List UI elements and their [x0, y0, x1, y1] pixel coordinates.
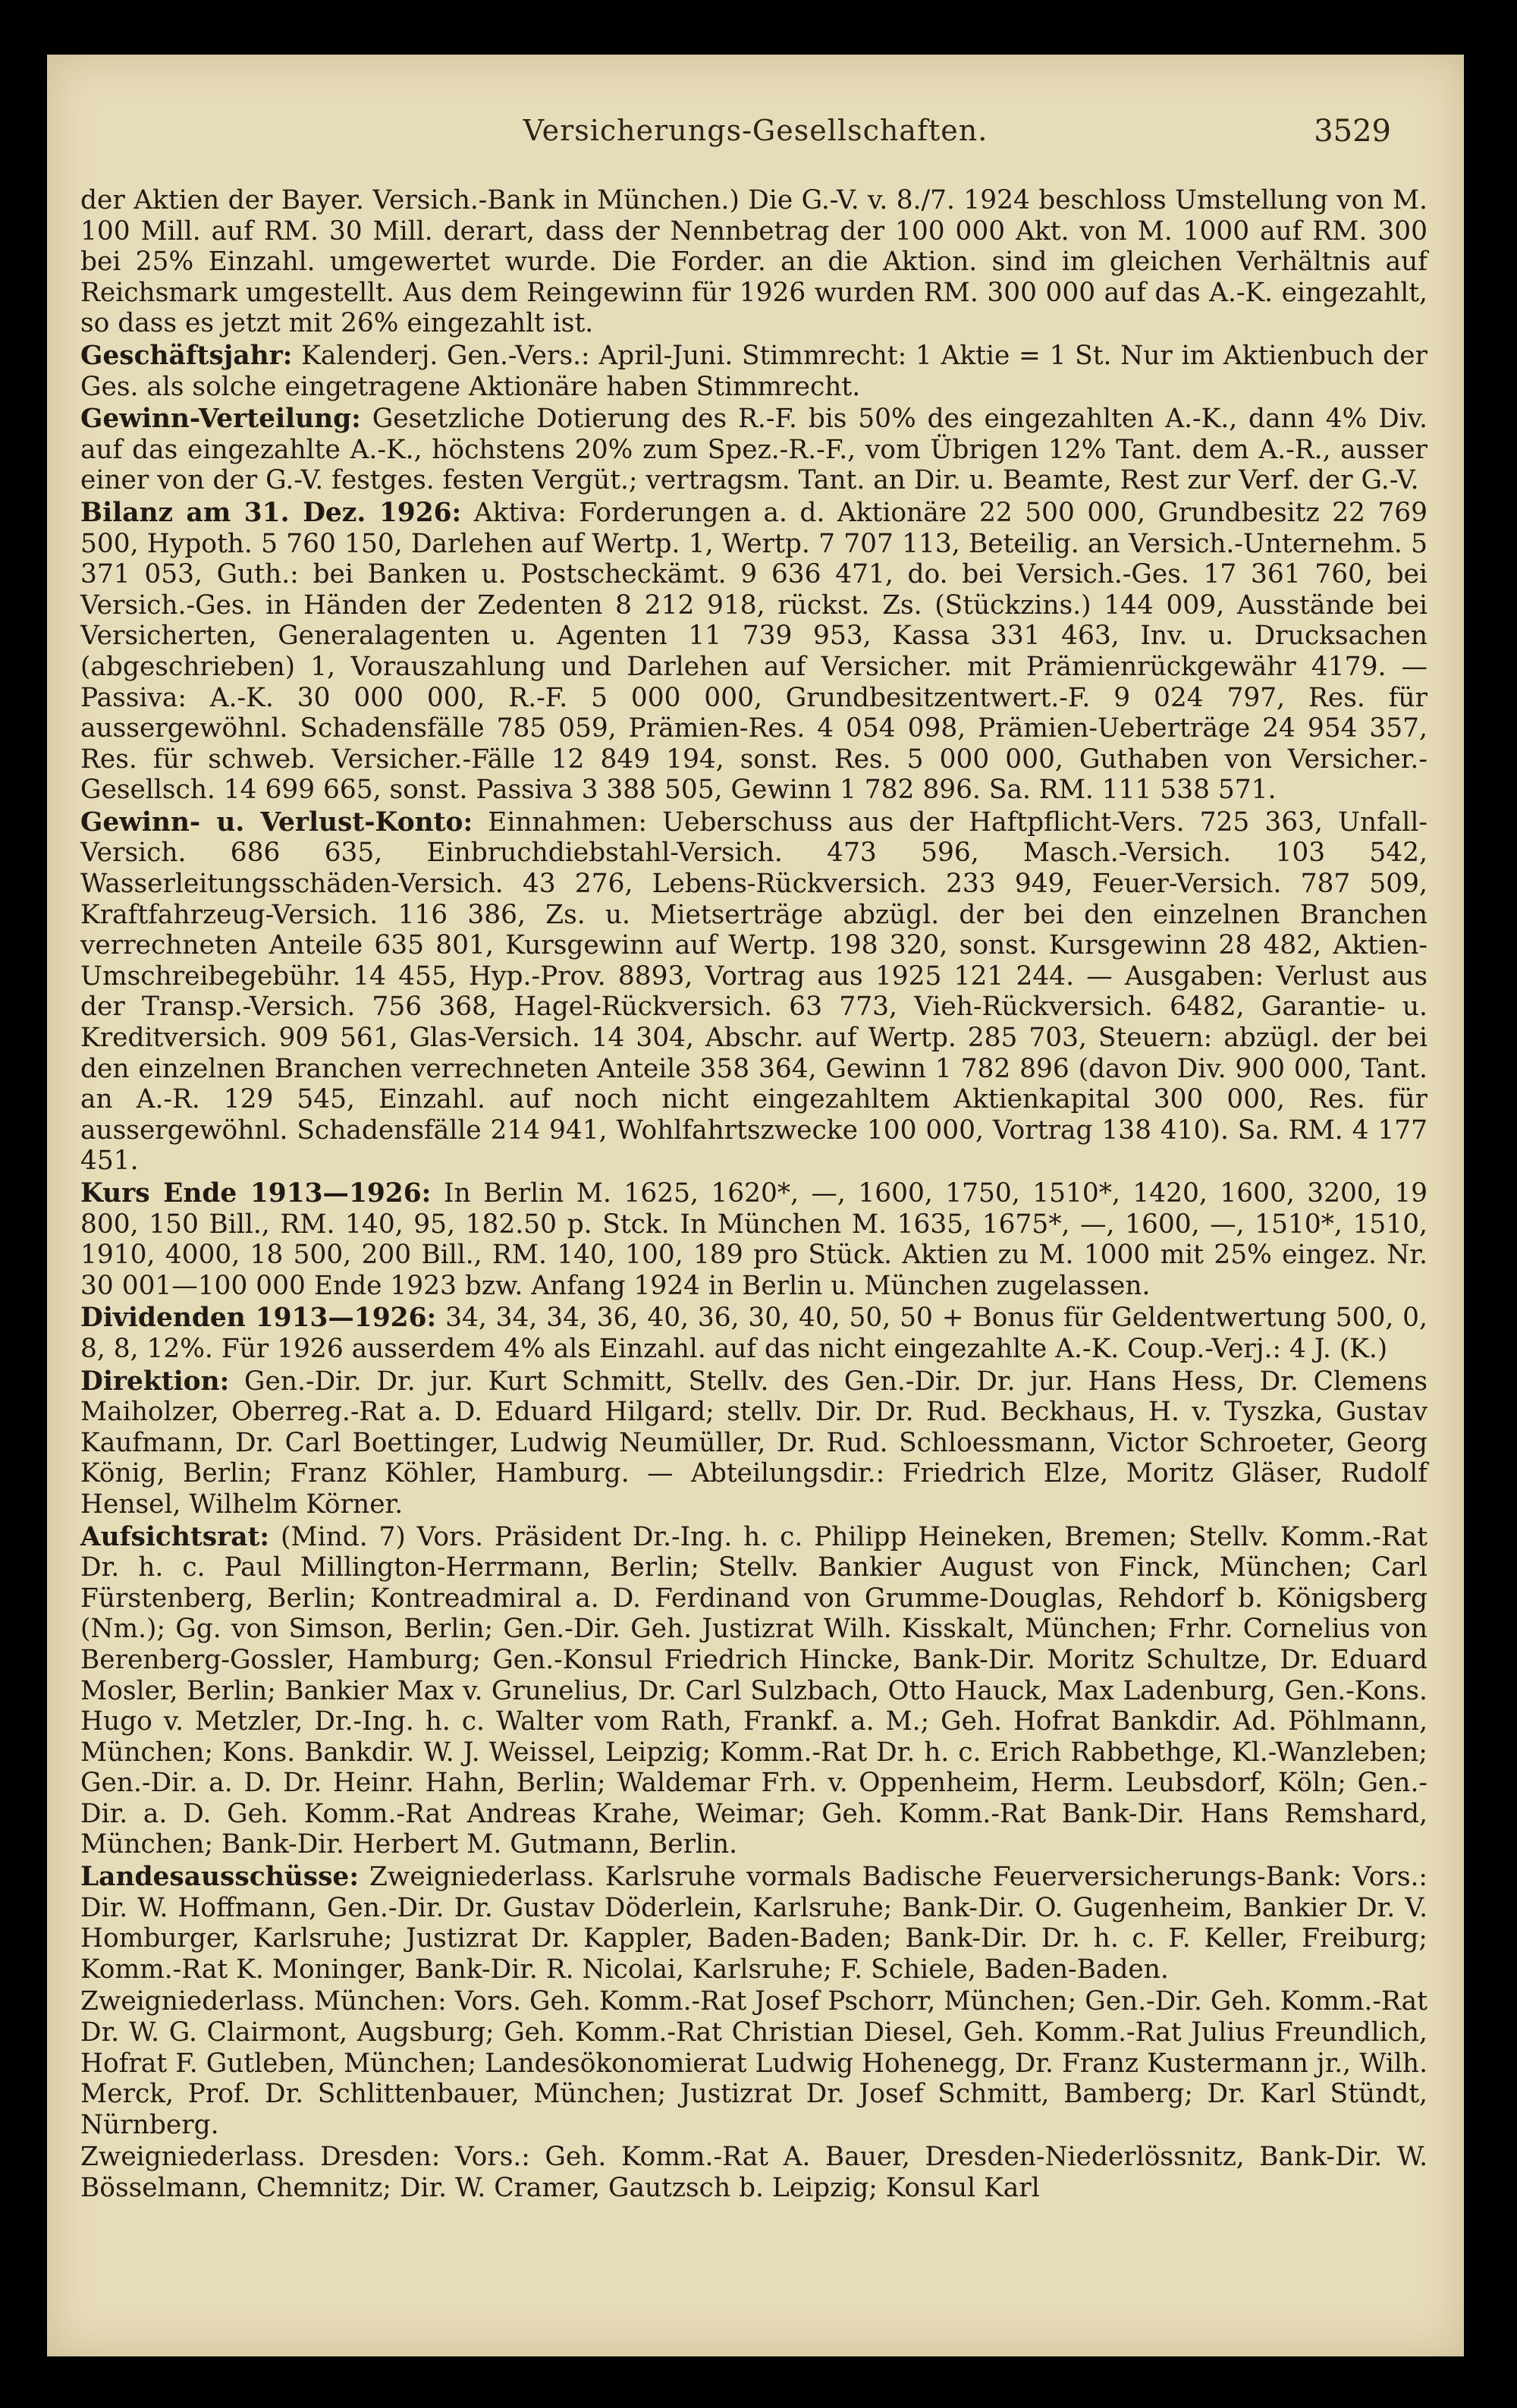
paragraph-share-prices: Kurs Ende 1913—1926: In Berlin M. 1625, 1620*, —, 1600, 1750, 1510*, 1420, 1600, 3200, 19 800, 150 Bill., RM. 140, 95, 182.50 p. Stck. In München M. 1635, 1675*, —, 1600, —, 1510*, 1510, 1910, 4000, 18 500, 200 Bill., RM. 140, 100, 189 pro Stück. Aktien zu M. 1000 mit 25% eingez. Nr. 30 001—100 000 Ende 1923 bzw. Anfang 1924 in Berlin u. München zugelassen. — [80, 1178, 1427, 1301]
paragraph-share-conversion: der Aktien der Bayer. Versich.-Bank in München.) Die G.-V. v. 8./7. 1924 beschloss Umstellung von M. 100 Mill. auf RM. 30 Mill. derart, dass der Nennbetrag der 100 000 Akt. von M. 1000 auf RM. 300 bei 25% Einzahl. umgewertet wurde. Die Forder. an die Aktion. sind im gleichen Verhältnis auf Reichsmark umgestellt. Aus dem Reingewinn für 1926 wurden RM. 300 000 auf das A.-K. eingezahlt, so dass es jetzt mit 26% eingezahlt ist. — [80, 185, 1427, 339]
document-page — [47, 55, 1464, 2356]
page-number: 3529 — [1314, 114, 1391, 149]
paragraph-regional-committee-dresden: Zweigniederlass. Dresden: Vors.: Geh. Komm.-Rat A. Bauer, Dresden-Niederlössnitz, Bank-Dir. W. Bösselmann, Chemnitz; Dir. W. Cramer, Gautzsch b. Leipzig; Konsul Karl — [80, 2142, 1427, 2203]
paragraph-regional-committee-muenchen: Zweigniederlass. München: Vors. Geh. Komm.-Rat Josef Pschorr, München; Gen.-Dir. Geh. Komm.-Rat Dr. W. G. Clairmont, Augsburg; Geh. Komm.-Rat Christian Diesel, Geh. Komm.-Rat Julius Freundlich, Hofrat F. Gutleben, München; Landesökonomierat Ludwig Hohenegg, Dr. Franz Kustermann jr., Wilh. Merck, Prof. Dr. Schlittenbauer, München; Justizrat Dr. Josef Schmitt, Bamberg; Dr. Karl Stündt, Nürnberg. — [80, 1986, 1427, 2140]
running-header — [47, 114, 1464, 159]
paragraph-regional-committee-karlsruhe: Landesausschüsse: Zweigniederlass. Karlsruhe vormals Badische Feuerversicherungs-Bank: Vors.: Dir. W. Hoffmann, Gen.-Dir. Dr. Gustav Döderlein, Karlsruhe; Bank-Dir. O. Gugenheim, Bankier Dr. V. Homburger, Karlsruhe; Justizrat Dr. Kappler, Baden-Baden; Bank-Dir. Dr. h. c. F. Keller, Freiburg; Komm.-Rat K. Moninger, Bank-Dir. R. Nicolai, Karlsruhe; F. Schiele, Baden-Baden. — [80, 1862, 1427, 1985]
paragraph-profit-distribution: Gewinn-Verteilung: Gesetzliche Dotierung des R.-F. bis 50% des eingezahlten A.-K., dann 4% Div. auf das eingezahlte A.-K., höchstens 20% zum Spez.-R.-F., vom Übrigen 12% Tant. dem A.-R., ausser einer von der G.-V. festges. festen Vergüt.; vertragsm. Tant. an Dir. u. Beamte, Rest zur Verf. der G.-V. — [80, 404, 1427, 496]
running-title: Versicherungs-Gesellschaften. — [523, 114, 988, 147]
paragraph-supervisory-board: Aufsichtsrat: (Mind. 7) Vors. Präsident Dr.-Ing. h. c. Philipp Heineken, Bremen; Stellv. Komm.-Rat Dr. h. c. Paul Millington-Herrmann, Berlin; Stellv. Bankier August von Finck, München; Carl Fürstenberg, Berlin; Kontreadmiral a. D. Ferdinand von Grumme-Douglas, Rehdorf b. Königsberg (Nm.); Gg. von Simson, Berlin; Gen.-Dir. Geh. Justizrat Wilh. Kisskalt, München; Frhr. Cornelius von Berenberg-Gossler, Hamburg; Gen.-Konsul Friedrich Hincke, Bank-Dir. Moritz Schultze, Dr. Eduard Mosler, Berlin; Bankier Max v. Grunelius, Dr. Carl Sulzbach, Otto Hauck, Max Ladenburg, Gen.-Kons. Hugo v. Metzler, Dr.-Ing. h. c. Walter vom Rath, Frankf. a. M.; Geh. Hofrat Bankdir. Ad. Pöhlmann, München; Kons. Bankdir. W. J. Weissel, Leipzig; Komm.-Rat Dr. h. c. Erich Rabbethge, Kl.-Wanzleben; Gen.-Dir. a. D. Dr. Heinr. Hahn, Berlin; Waldemar Frh. v. Oppenheim, Herm. Leubsdorf, Köln; Gen.-Dir. a. D. Geh. Komm.-Rat Andreas Krahe, Weimar; Geh. Komm.-Rat Bank-Dir. Hans Remshard, München; Bank-Dir. Herbert M. Gutmann, Berlin. — [80, 1521, 1428, 1860]
paragraph-balance-sheet: Bilanz am 31. Dez. 1926: Aktiva: Forderungen a. d. Aktionäre 22 500 000, Grundbesitz 22 769 500, Hypoth. 5 760 150, Darlehen auf Wertp. 1, Wertp. 7 707 113, Beteilig. an Versich.-Unternehm. 5 371 053, Guth.: bei Banken u. Postscheckämt. 9 636 471, do. bei Versich.-Ges. 17 361 760, bei Versich.-Ges. in Händen der Zedenten 8 212 918, rückst. Zs. (Stückzins.) 144 009, Ausstände bei Versicherten, Generalagenten u. Agenten 11 739 953, Kassa 331 463, Inv. u. Drucksachen (abgeschrieben) 1, Vorauszahlung und Darlehen auf Versicher. mit Prämienrückgewähr 4179. — Passiva: A.-K. 30 000 000, R.-F. 5 000 000, Grundbesitzentwert.-F. 9 024 797, Res. für aussergewöhnl. Schadensfälle 785 059, Prämien-Res. 4 054 098, Prämien-Ueberträge 24 954 357, Res. für schweb. Versicher.-Fälle 12 849 194, sonst. Res. 5 000 000, Guthaben von Versicher.-Gesellsch. 14 699 665, sonst. Passiva 3 388 505, Gewinn 1 782 896. Sa. RM. 111 538 571. — [80, 497, 1427, 806]
paragraph-profit-loss-account: Gewinn- u. Verlust-Konto: Einnahmen: Ueberschuss aus der Haftpflicht-Vers. 725 363, Unfall-Versich. 686 635, Einbruchdiebstahl-Versich. 473 596, Masch.-Versich. 103 542, Wasserleitungsschäden-Versich. 43 276, Lebens-Rückversich. 233 949, Feuer-Versich. 787 509, Kraftfahrzeug-Versich. 116 386, Zs. u. Mietserträge abzügl. der bei den einzelnen Branchen verrechneten Anteile 635 801, Kursgewinn auf Wertp. 198 320, sonst. Kursgewinn 28 482, Aktien-Umschreibegebühr. 14 455, Hyp.-Prov. 8893, Vortrag aus 1925 121 244. — Ausgaben: Verlust aus der Transp.-Versich. 756 368, Hagel-Rückversich. 63 773, Vieh-Rückversich. 6482, Garantie- u. Kreditversich. 909 561, Glas-Versich. 14 304, Abschr. auf Wertp. 285 703, Steuern: abzügl. der bei den einzelnen Branchen verrechneten Anteile 358 364, Gewinn 1 782 896 (davon Div. 900 000, Tant. an A.-R. 129 545, Einzahl. auf noch nicht eingezahltem Aktienkapital 300 000, Res. für aussergewöhnl. Schadensfälle 214 941, Wohlfahrtszwecke 100 000, Vortrag 138 410). Sa. RM. 4 177 451. — [80, 806, 1427, 1177]
paragraph-fiscal-year: Geschäftsjahr: Kalenderj. Gen.-Vers.: April-Juni. Stimmrecht: 1 Aktie = 1 St. Nur im Aktienbuch der Ges. als solche eingetragene Aktionäre haben Stimmrecht. — [80, 340, 1427, 402]
document-body — [80, 185, 1427, 2205]
paragraph-dividends: Dividenden 1913—1926: 34, 34, 34, 36, 40, 36, 30, 40, 50, 50 + Bonus für Geldentwertung 500, 0, 8, 8, 12%. Für 1926 ausserdem 4% als Einzahl. auf das nicht eingezahlte A.-K. Coup.-Verj.: 4 J. (K.) — [80, 1303, 1427, 1364]
paragraph-management: Direktion: Gen.-Dir. Dr. jur. Kurt Schmitt, Stellv. des Gen.-Dir. Dr. jur. Hans Hess, Dr. Clemens Maiholzer, Oberreg.-Rat a. D. Eduard Hilgard; stellv. Dir. Dr. Rud. Beckhaus, H. v. Tyszka, Gustav Kaufmann, Dr. Carl Boettinger, Ludwig Neumüller, Dr. Rud. Schloessmann, Victor Schroeter, Georg König, Berlin; Franz Köhler, Hamburg. — Abteilungsdir.: Friedrich Elze, Moritz Gläser, Rudolf Hensel, Wilhelm Körner. — [80, 1366, 1427, 1520]
